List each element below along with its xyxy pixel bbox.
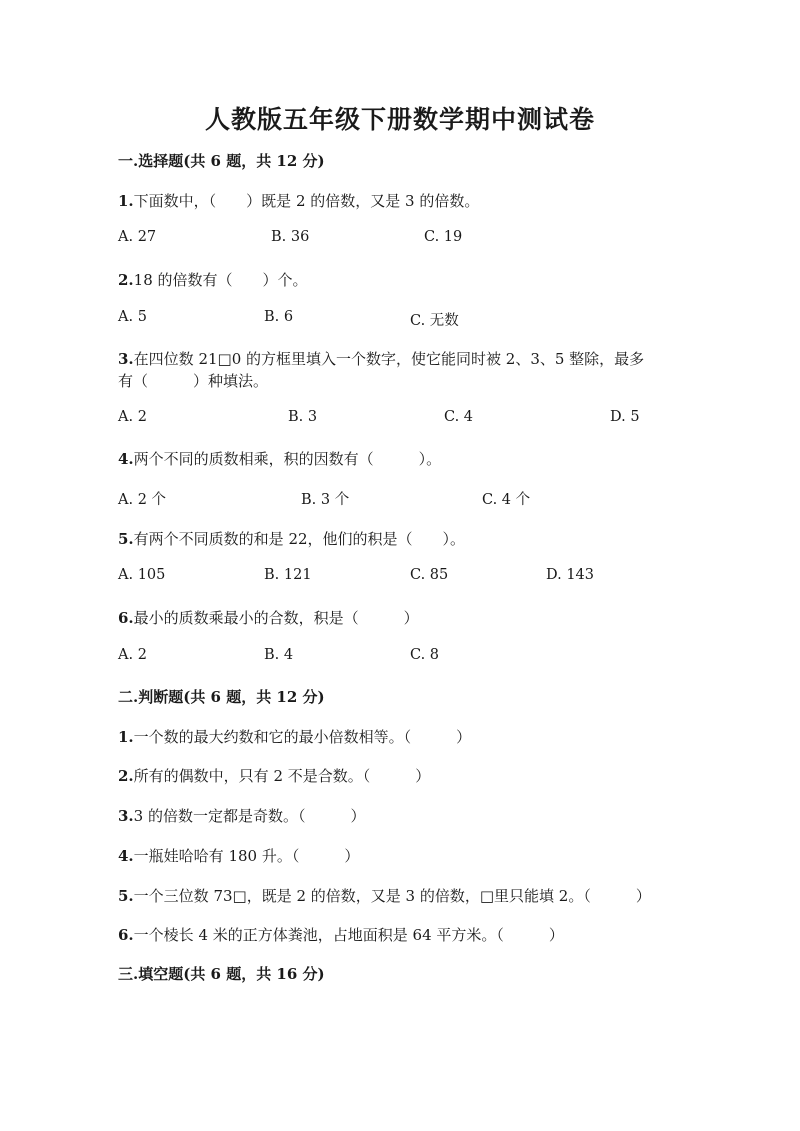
section-heading-choice: 一.选择题(共 6 题，共 12 分) xyxy=(118,152,325,170)
section-heading-fill: 三.填空题(共 6 题，共 16 分) xyxy=(118,965,325,983)
option-b: B. 6 xyxy=(264,309,294,325)
question-number: 3. xyxy=(118,807,134,825)
option-b: B. 36 xyxy=(271,229,310,245)
question-text: 一个数的最大约数和它的最小倍数相等。（ ） xyxy=(133,728,472,746)
question-number: 4. xyxy=(118,450,134,468)
question-judgment-3 xyxy=(118,805,366,826)
question-number: 4. xyxy=(118,847,134,865)
question-choice-5 xyxy=(118,528,465,549)
question-choice-6 xyxy=(118,607,419,628)
option-a: A. 2 个 xyxy=(118,492,167,508)
question-number: 6. xyxy=(118,926,134,944)
option-b: B. 3 xyxy=(288,409,318,425)
question-number: 2. xyxy=(118,271,134,289)
question-text: 在四位数 21□0 的方框里填入一个数字，使它能同时被 2、3、5 整除，最多 xyxy=(133,350,645,368)
option-a: A. 105 xyxy=(118,567,166,583)
option-b: B. 121 xyxy=(264,567,312,583)
option-a: A. 2 xyxy=(118,409,147,425)
question-text: 3 的倍数一定都是奇数。（ ） xyxy=(133,807,366,825)
option-c: C. 85 xyxy=(410,567,449,583)
section-heading-judgment: 二.判断题(共 6 题，共 12 分) xyxy=(118,688,325,706)
question-judgment-2 xyxy=(118,765,430,786)
question-number: 5. xyxy=(118,887,134,905)
question-text: 最小的质数乘最小的合数，积是（ ） xyxy=(133,609,419,627)
question-judgment-4 xyxy=(118,845,359,866)
question-choice-4 xyxy=(118,448,441,469)
question-text: 一个三位数 73□，既是 2 的倍数，又是 3 的倍数，□里只能填 2。（ ） xyxy=(133,887,651,905)
option-c: C. 8 xyxy=(410,647,440,663)
question-text-continued: 有（ ）种填法。 xyxy=(118,372,269,390)
question-number: 1. xyxy=(118,728,134,746)
option-a: A. 27 xyxy=(118,229,157,245)
question-judgment-6 xyxy=(118,924,564,945)
question-choice-1 xyxy=(118,190,479,211)
question-choice-2 xyxy=(118,269,308,290)
option-b: B. 3 个 xyxy=(301,492,350,508)
option-b: B. 4 xyxy=(264,647,294,663)
option-d: D. 5 xyxy=(610,409,640,425)
question-text: 一个棱长 4 米的正方体粪池，占地面积是 64 平方米。（ ） xyxy=(133,926,564,944)
option-c: C. 无数 xyxy=(410,313,459,329)
option-c: C. 4 xyxy=(444,409,474,425)
question-number: 6. xyxy=(118,609,134,627)
question-text: 一瓶娃哈哈有 180 升。（ ） xyxy=(133,847,360,865)
question-text: 有两个不同质数的和是 22，他们的积是（ ）。 xyxy=(133,530,466,548)
option-a: A. 2 xyxy=(118,647,147,663)
question-number: 3. xyxy=(118,350,134,368)
question-choice-3 xyxy=(118,348,644,369)
option-d: D. 143 xyxy=(546,567,595,583)
option-a: A. 5 xyxy=(118,309,147,325)
question-text: 所有的偶数中，只有 2 不是合数。（ ） xyxy=(133,767,431,785)
question-number: 2. xyxy=(118,767,134,785)
question-judgment-5 xyxy=(118,885,651,906)
question-text: 18 的倍数有（ ）个。 xyxy=(133,271,308,289)
option-c: C. 19 xyxy=(424,229,463,245)
question-number: 5. xyxy=(118,530,134,548)
question-judgment-1 xyxy=(118,726,471,747)
page-title: 人教版五年级下册数学期中测试卷 xyxy=(204,105,595,134)
option-c: C. 4 个 xyxy=(482,492,531,508)
question-number: 1. xyxy=(118,192,134,210)
question-text: 下面数中，（ ）既是 2 的倍数，又是 3 的倍数。 xyxy=(133,192,480,210)
question-text: 两个不同的质数相乘，积的因数有（ ）。 xyxy=(133,450,442,468)
